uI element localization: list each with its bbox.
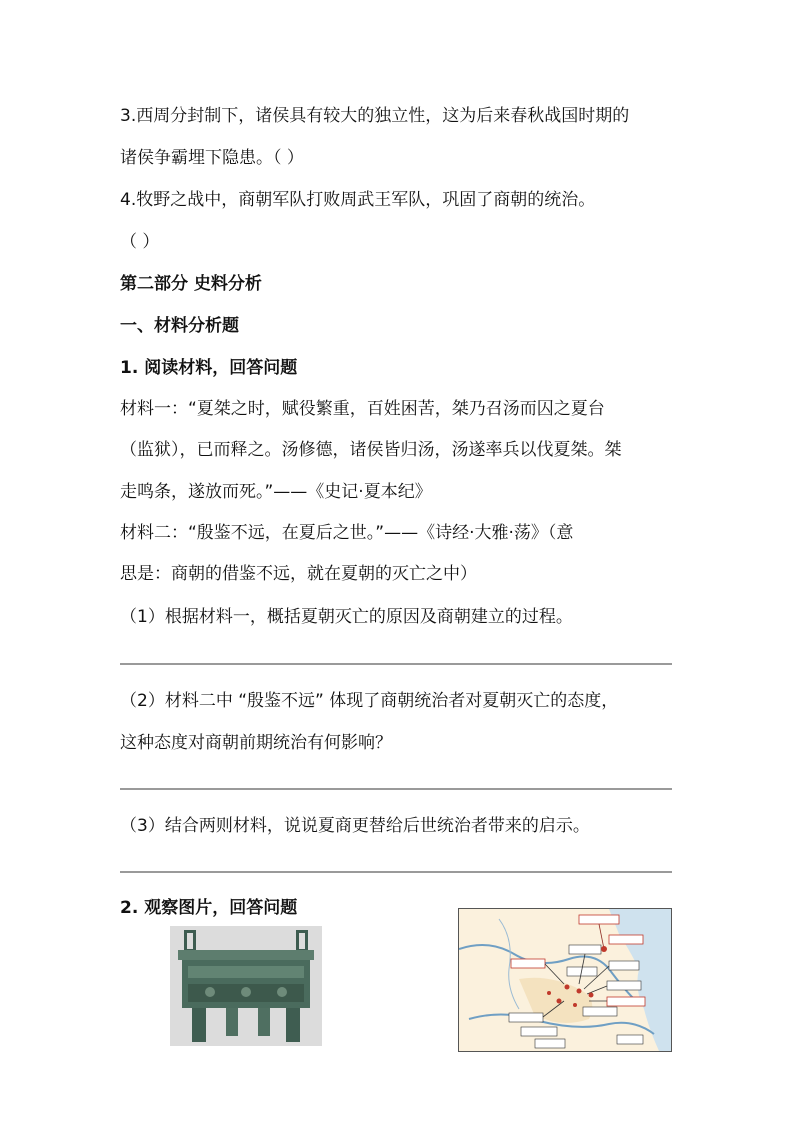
sub-question-2-line-2: 这种态度对商朝前期统治有何影响？ [120, 733, 392, 753]
historical-map-image [458, 908, 672, 1052]
answer-line-1[interactable] [120, 663, 672, 665]
material-2-line-1: 材料二：“殷鉴不远，在夏后之世。”——《诗经·大雅·荡》（意 [120, 523, 574, 543]
bronze-ding-image [170, 926, 322, 1046]
question-3-line-2: 诸侯争霸埋下隐患。（ ） [120, 148, 304, 168]
question-2-title: 2. 观察图片，回答问题 [120, 898, 298, 918]
question-1-title: 1. 阅读材料，回答问题 [120, 358, 298, 378]
question-4-line-1: 4.牧野之战中，商朝军队打败周武王军队，巩固了商朝的统治。 [120, 190, 596, 210]
sub-question-3: （3）结合两则材料，说说夏商更替给后世统治者带来的启示。 [120, 816, 590, 836]
sub-question-1: （1）根据材料一，概括夏朝灭亡的原因及商朝建立的过程。 [120, 607, 573, 627]
answer-line-3[interactable] [120, 871, 672, 873]
section-1-title: 一、材料分析题 [120, 316, 239, 336]
material-1-line-1: 材料一：“夏桀之时，赋役繁重，百姓困苦，桀乃召汤而囚之夏台 [120, 399, 605, 419]
material-2-line-2: 思是：商朝的借鉴不远，就在夏朝的灭亡之中） [120, 564, 477, 584]
material-1-line-2: （监狱），已而释之。汤修德，诸侯皆归汤，汤遂率兵以伐夏桀。桀 [120, 440, 622, 460]
sub-question-2-line-1: （2）材料二中 “殷鉴不远” 体现了商朝统治者对夏朝灭亡的态度， [120, 691, 619, 711]
answer-line-2[interactable] [120, 788, 672, 790]
question-4-line-2: （ ） [120, 232, 160, 252]
material-1-line-3: 走鸣条，遂放而死。”——《史记·夏本纪》 [120, 482, 432, 502]
part-2-title: 第二部分 史料分析 [120, 274, 262, 294]
question-3-line-1: 3.西周分封制下，诸侯具有较大的独立性，这为后来春秋战国时期的 [120, 106, 630, 126]
